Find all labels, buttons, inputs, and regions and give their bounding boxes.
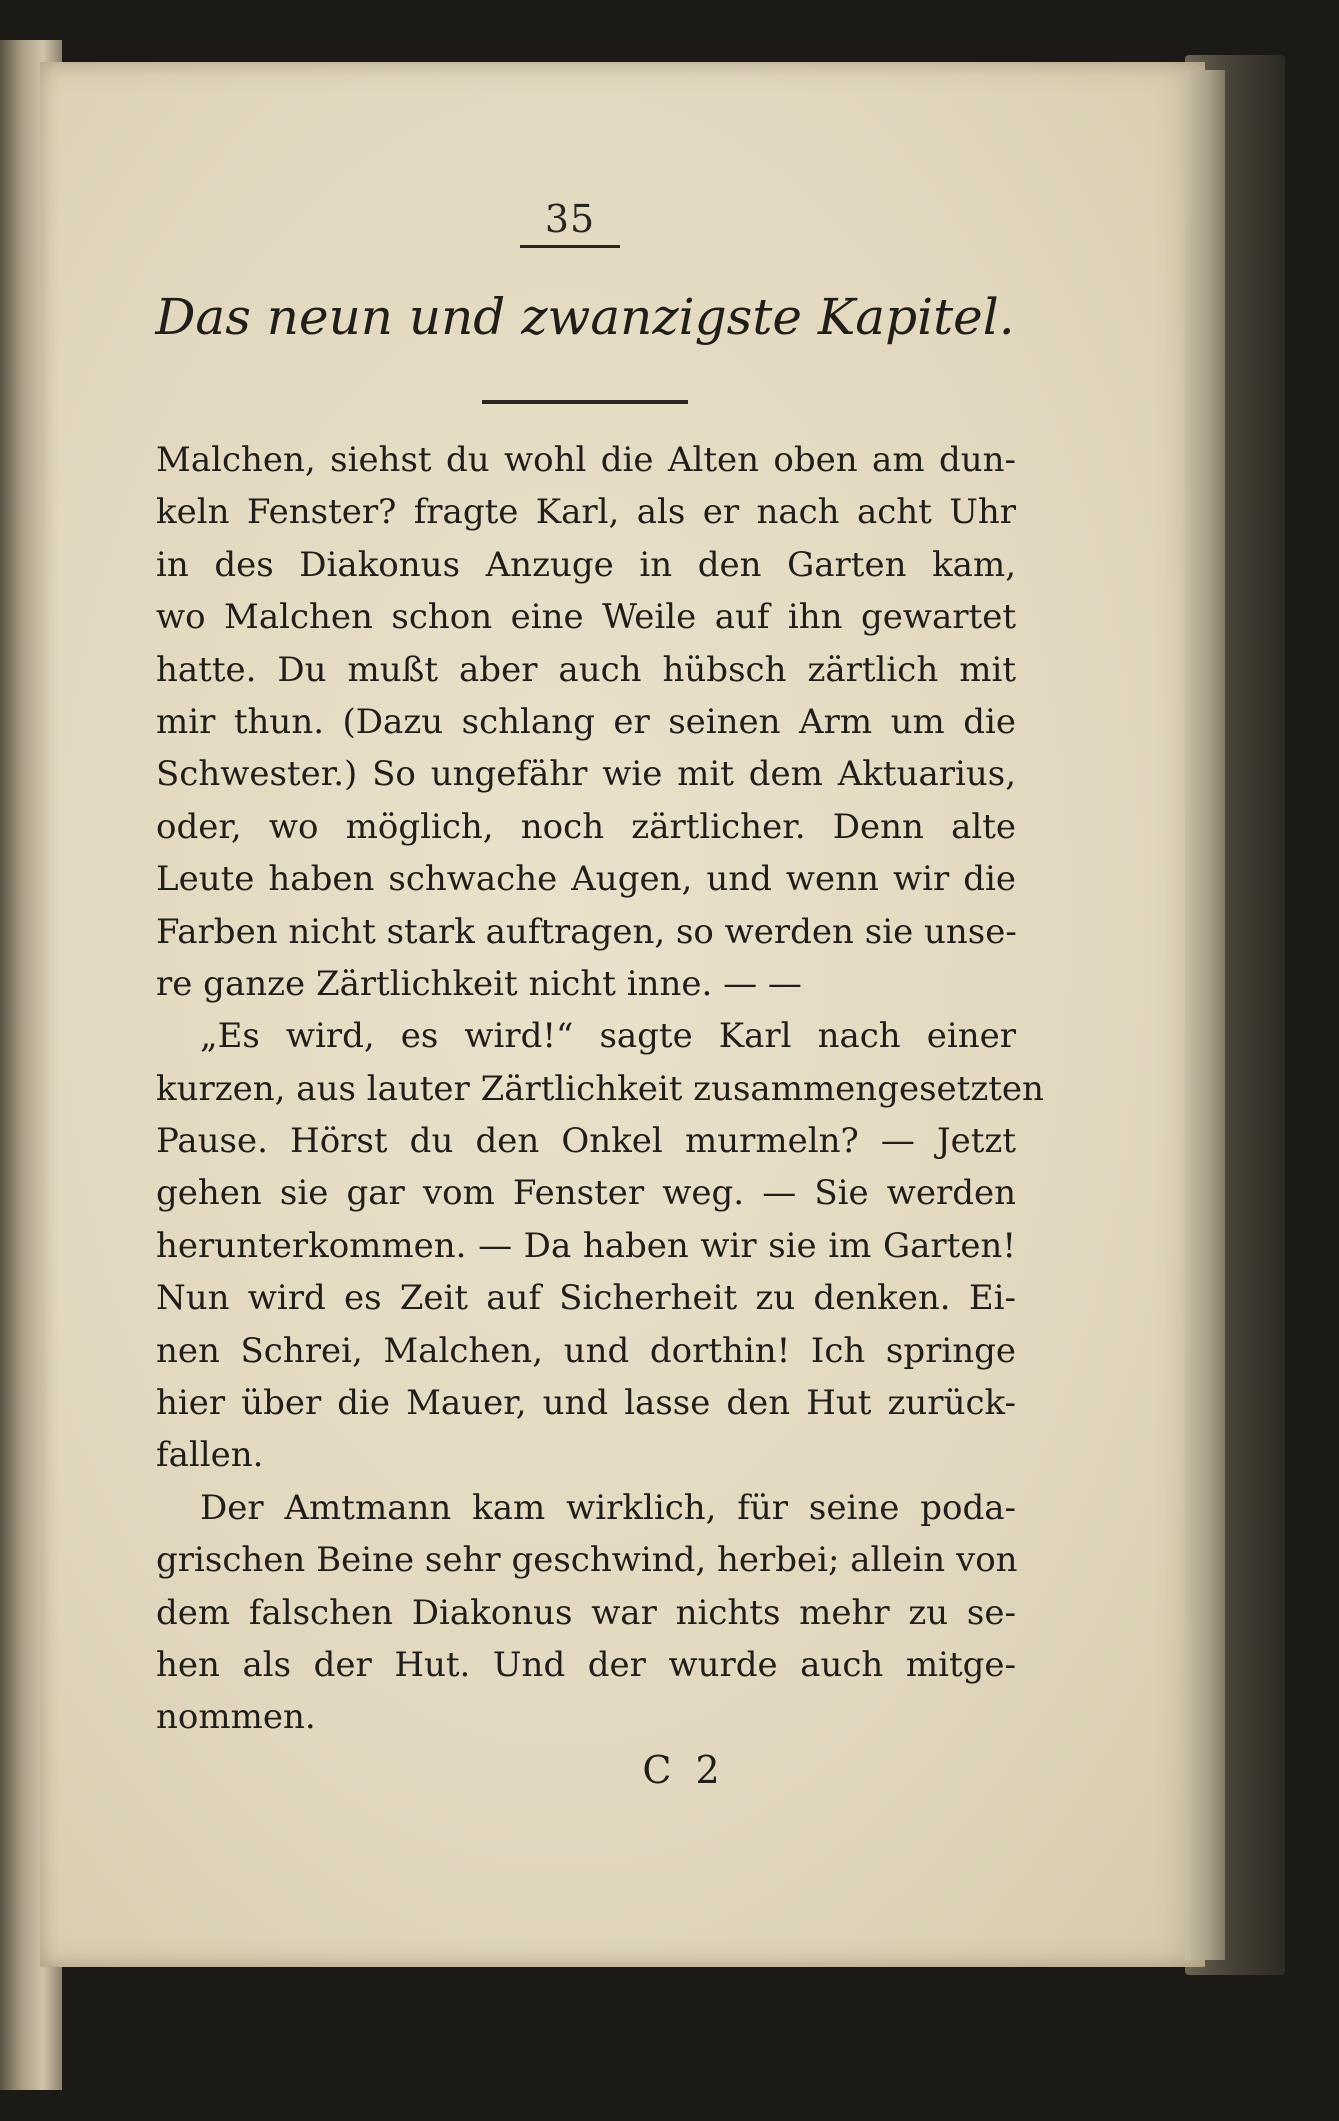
text-line: herunterkommen. — Da haben wir sie im Garten! [156, 1225, 1016, 1266]
text-line: Schwester.) So ungefähr wie mit dem Aktuarius, [156, 754, 1016, 795]
text-line: „Es wird, es wird!“ sagte Karl nach einer [200, 1016, 1016, 1057]
text-line: wo Malchen schon eine Weile auf ihn gewartet [156, 597, 1016, 638]
text-line: Pause. Hörst du den Onkel murmeln? — Jetzt [156, 1121, 1016, 1162]
text-line: hatte. Du mußt aber auch hübsch zärtlich mit [156, 649, 1016, 690]
text-line: Der Amtmann kam wirklich, für seine poda- [200, 1487, 1016, 1528]
text-line: dem falschen Diakonus war nichts mehr zu se- [156, 1592, 1016, 1633]
text-line: nommen. [156, 1697, 316, 1738]
text-line: Farben nicht stark auftragen, so werden sie unse- [156, 911, 1017, 952]
text-line: oder, wo möglich, noch zärtlicher. Denn alte [156, 806, 1016, 847]
text-line: hier über die Mauer, und lasse den Hut zurück- [156, 1383, 1016, 1424]
text-line: re ganze Zärtlichkeit nicht inne. — — [156, 963, 802, 1004]
text-line: mir thun. (Dazu schlang er seinen Arm um die [156, 701, 1016, 742]
chapter-title: Das neun und zwanzigste Kapitel. [155, 288, 1015, 346]
page-number: 35 [520, 197, 620, 248]
page-fore-edge [1185, 70, 1225, 1960]
text-line: Leute haben schwache Augen, und wenn wir die [156, 859, 1016, 900]
text-line: fallen. [156, 1435, 264, 1476]
text-line: in des Diakonus Anzuge in den Garten kam, [156, 544, 1016, 585]
text-line: Malchen, siehst du wohl die Alten oben am dun- [156, 440, 1016, 480]
title-divider [482, 400, 688, 404]
text-line: hen als der Hut. Und der wurde auch mitge- [156, 1644, 1016, 1685]
text-line: grischen Beine sehr geschwind, herbei; allein von [156, 1540, 1018, 1581]
text-line: keln Fenster? fragte Karl, als er nach acht Uhr [156, 492, 1016, 533]
text-line: nen Schrei, Malchen, und dorthin! Ich springe [156, 1330, 1016, 1371]
text-line: Nun wird es Zeit auf Sicherheit zu denken. Ei- [156, 1278, 1016, 1319]
signature-mark: C 2 [642, 1748, 726, 1792]
body-text [156, 434, 1044, 1744]
text-line: gehen sie gar vom Fenster weg. — Sie werden [156, 1173, 1016, 1214]
text-line: kurzen, aus lauter Zärtlichkeit zusammengesetzten [156, 1068, 1044, 1109]
